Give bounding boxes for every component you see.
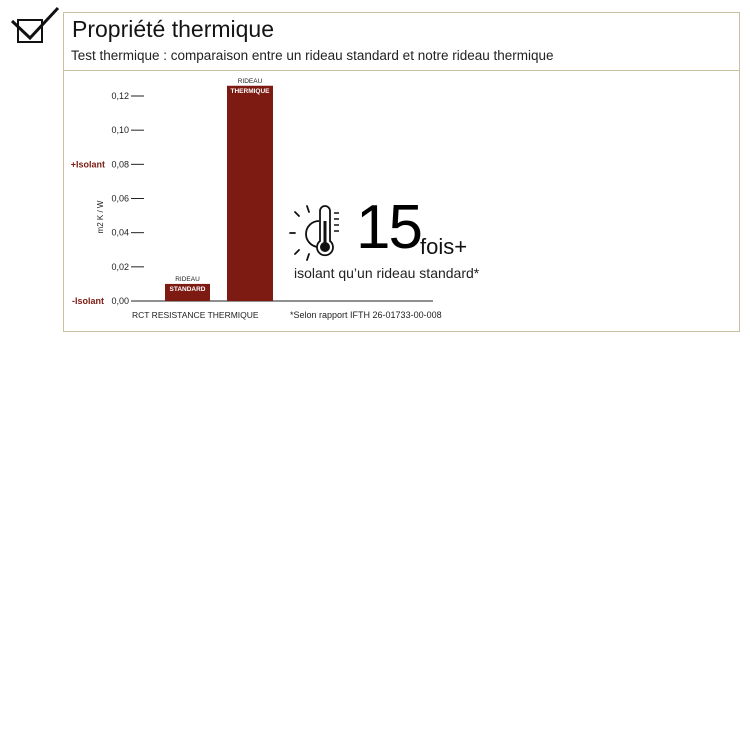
bar-top-label: RIDEAU [237, 77, 263, 85]
x-axis-label: RCT RESISTANCE THERMIQUE [132, 310, 259, 320]
callout-description: isolant qu’un rideau standard* [294, 265, 480, 281]
bar-inner-label: STANDARD [169, 285, 206, 293]
callout-number: 15 [356, 193, 421, 262]
y-tick-label: 0,00 [111, 296, 129, 306]
y-axis-label: m2 K / W [96, 200, 105, 234]
y-tick-label: 0,02 [111, 261, 129, 272]
callout-suffix: fois+ [420, 234, 468, 259]
bar [227, 86, 273, 301]
footnote: *Selon rapport IFTH 26-01733-00-008 [290, 310, 442, 320]
y-tick-label: 0,04 [111, 227, 129, 238]
y-tick-label: 0,08 [111, 159, 129, 170]
side-label-top: +Isolant [70, 159, 105, 170]
y-tick-label: 0,12 [111, 91, 129, 101]
bar-chart [0, 0, 750, 340]
bar-inner-label: THERMIQUE [230, 87, 270, 95]
page-subtitle: Test thermique : comparaison entre un rideau standard et notre rideau thermique [71, 48, 554, 63]
y-tick-label: 0,10 [111, 125, 129, 136]
page-title: Propriété thermique [72, 16, 274, 42]
bar-top-label: RIDEAU [175, 275, 200, 283]
side-label-bottom: -Isolant [71, 296, 104, 306]
sun-thermometer-icon [289, 203, 353, 263]
y-tick-label: 0,06 [111, 193, 129, 204]
